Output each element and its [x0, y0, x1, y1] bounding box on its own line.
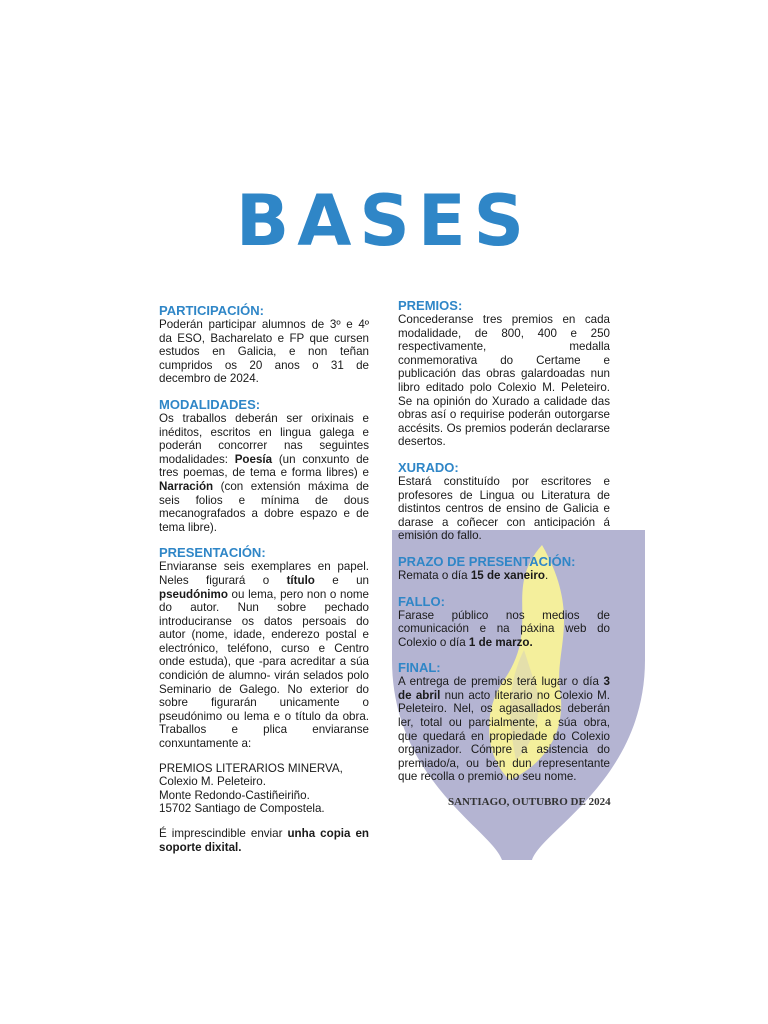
digital-copy-note: É imprescindible enviar unha copia en soporte dixital.: [159, 827, 370, 854]
premios-heading: PREMIOS:: [398, 298, 463, 313]
presentacion-text: Enviaranse seis exemplares en papel. Neles figurará o título e un pseudónimo ou lema, pero non o nome do autor. Nun sobre pechado introduciranse os datos persoais do autor (nome, idade, enderezo postal e electrónico, teléfono, curso e Centro onde estuda), que -para acreditar a súa condición de alumno- virán selados polo Seminario de Galego. No exterior do sobre figurarán unicamente o pseudónimo ou lema e o título da obra. Traballos e plica enviaranse conxuntamente a:: [159, 560, 370, 751]
final-heading: FINAL:: [398, 660, 441, 676]
participacion-heading: PARTICIPACIÓN:: [159, 303, 264, 318]
final-text: A entrega de premios terá lugar o día 3 de abril nun acto literario no Colexio M. Peleteiro. Nel, os agasallados deberán ler, total ou parcialmente, a súa obra, que quedará en propiedade do Colexio organizador. Cómpre a asistencia do premiado/a, ou ben dun representante que recolla o premio no seu nome.: [398, 675, 610, 784]
xurado-text: Estará constituído por escritores e profesores de Lingua ou Literatura de distintos centros de ensino de Galicia e darase a coñecer con anticipación á emisión do fallo.: [398, 474, 610, 543]
premios-text: Concederanse tres premios en cada modalidade, de 800, 400 e 250 respectivamente, medalla conmemorativa do Certame e publicación das obras galardoadas nun libro editado polo Colexio M. Peleteiro. Se na opinión do Xurado a calidade das obras así o requirise poderán outorgarse accésits. Os premios poderán declararse desertos.: [398, 313, 610, 449]
xurado-heading: XURADO:: [398, 459, 459, 475]
right-column: [398, 298, 610, 795]
fallo-heading: FALLO:: [398, 593, 445, 609]
address-line: PREMIOS LITERARIOS MINERVA,: [159, 761, 343, 775]
address-line: Colexio M. Peleteiro.: [159, 775, 266, 789]
address-line: 15702 Santiago de Compostela.: [159, 802, 325, 816]
date-signature: SANTIAGO, OUTUBRO DE 2024: [448, 796, 611, 808]
presentacion-heading: PRESENTACIÓN:: [159, 545, 266, 561]
fallo-text: Farase público nos medios de comunicación e na páxina web do Colexio o día 1 de marzo.: [398, 608, 610, 649]
prazo-text: Remata o día 15 de xaneiro.: [398, 568, 549, 582]
page-title: BASES: [235, 180, 533, 262]
postal-address: [159, 762, 369, 816]
prazo-heading: PRAZO DE PRESENTACIÓN:: [398, 553, 576, 569]
participacion-text: Poderán participar alumnos de 3º e 4º da ESO, Bacharelato e FP que cursen estudos en Galicia, e non teñan cumpridos os 20 anos o 31 de decembro de 2024.: [159, 318, 369, 386]
modalidades-text: Os traballos deberán ser orixinais e inéditos, escritos en lingua galega e poderán concorrer nas seguintes modalidades: Poesía (un conxunto de tres poemas, de tema e forma libres) e Narración (con extensión máxima de seis folios e mínima de dous mecanografados a dobre espazo e de tema libre).: [159, 411, 369, 534]
modalidades-heading: MODALIDADES:: [159, 396, 261, 412]
left-column: [159, 303, 369, 865]
address-line: Monte Redondo-Castiñeiriño.: [159, 788, 310, 802]
